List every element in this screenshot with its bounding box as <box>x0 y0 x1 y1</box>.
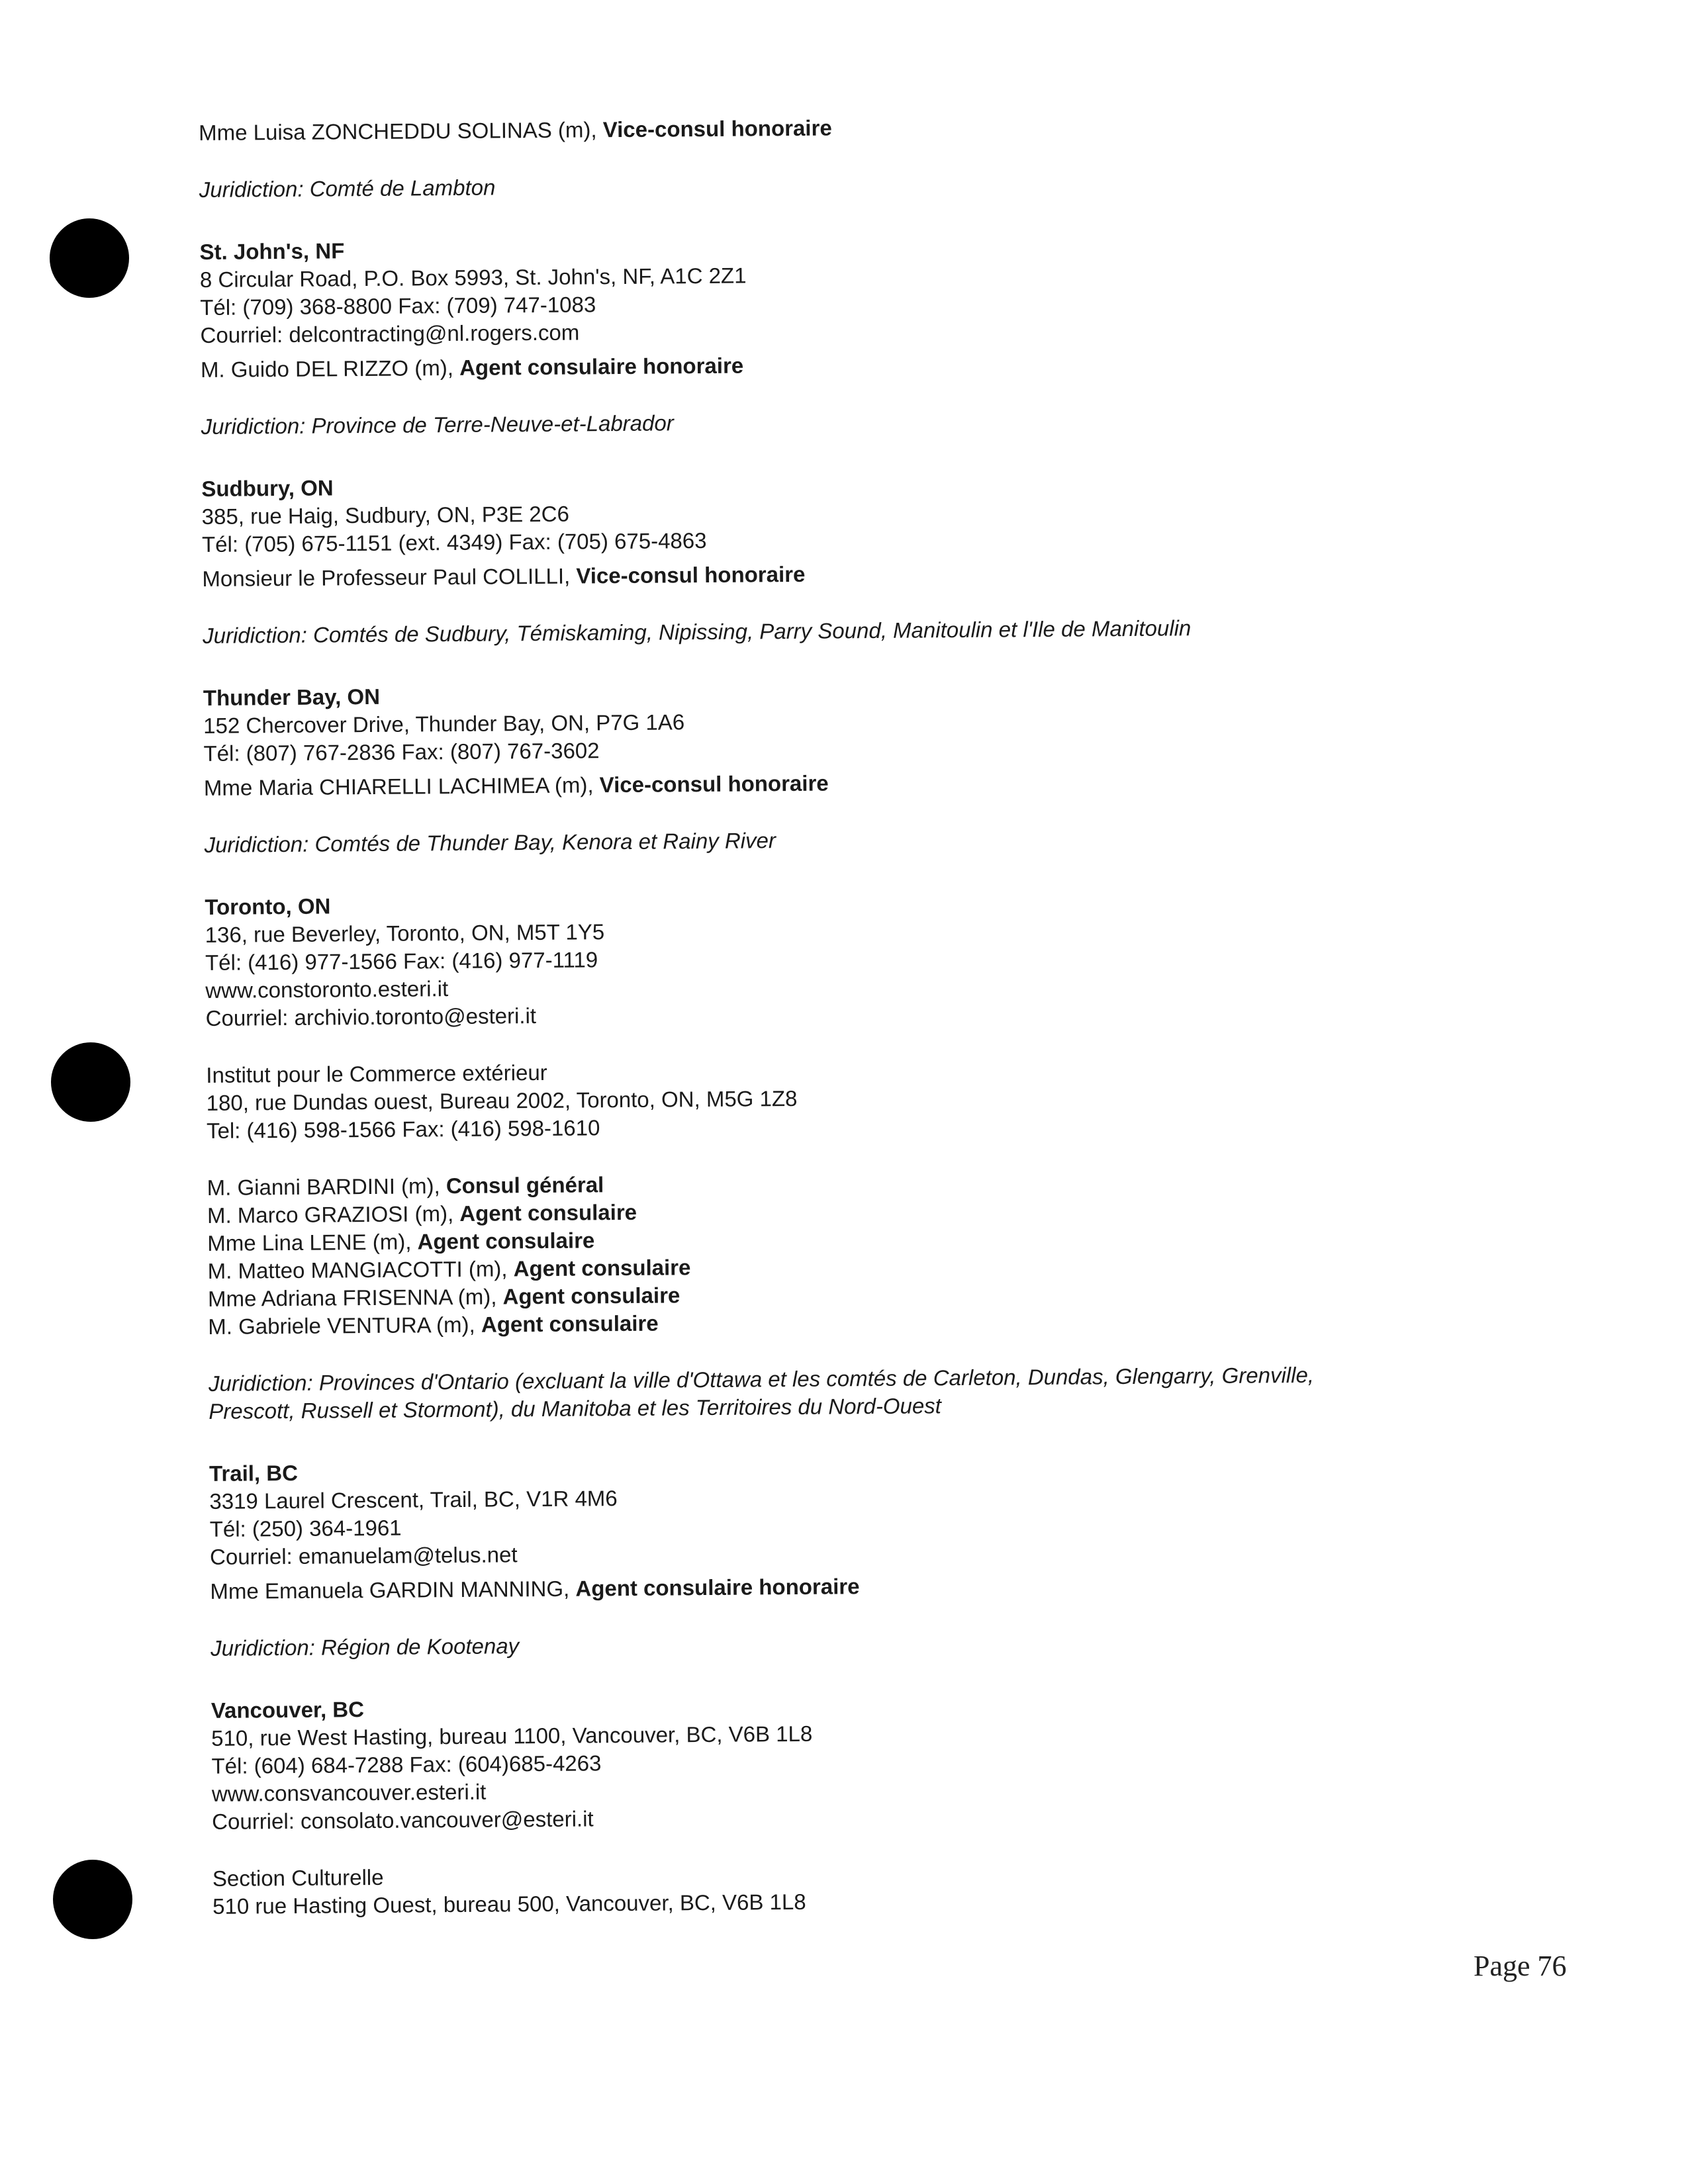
punch-hole-bottom <box>53 1860 132 1939</box>
website: www.constoronto.esteri.it <box>205 976 449 1003</box>
phone: Tél: (250) 364-1961 <box>209 1515 402 1541</box>
email: Courriel: delcontracting@nl.rogers.com <box>200 320 580 347</box>
institute-phone: Tel: (416) 598-1566 Fax: (416) 598-1610 <box>206 1115 600 1143</box>
staff-title: Consul général <box>445 1172 604 1199</box>
staff-list <box>207 1163 1532 1341</box>
city-heading: Sudbury, ON <box>201 475 334 501</box>
person-title: Vice-consul honoraire <box>602 115 832 142</box>
person-name: M. Guido DEL RIZZO (m), <box>200 355 460 382</box>
person-title: Agent consulaire honoraire <box>575 1574 860 1601</box>
email: Courriel: archivio.toronto@esteri.it <box>205 1003 537 1030</box>
city-heading: Thunder Bay, ON <box>203 684 381 710</box>
jurisdiction: Juridiction: Comtés de Thunder Bay, Kenora et Rainy River <box>204 828 776 857</box>
city-heading: Vancouver, BC <box>211 1697 365 1723</box>
email: Courriel: emanuelam@telus.net <box>209 1542 518 1569</box>
jurisdiction: Juridiction: Provinces d'Ontario (excluant la ville d'Ottawa et les comtés de Carleton, Dundas, Glengarry, Grenville, <box>208 1362 1315 1396</box>
staff-title: Agent consulaire <box>459 1199 637 1226</box>
person-name: Mme Luisa ZONCHEDDU SOLINAS (m), <box>199 117 603 145</box>
address: 385, rue Haig, Sudbury, ON, P3E 2C6 <box>201 501 570 529</box>
phone-fax: Tél: (709) 368-8800 Fax: (709) 747-1083 <box>200 292 596 320</box>
phone-fax: Tél: (604) 684-7288 Fax: (604)685-4263 <box>211 1751 602 1778</box>
staff-title: Agent consulaire <box>481 1310 659 1337</box>
punch-hole-top <box>50 218 129 298</box>
website: www.consvancouver.esteri.it <box>211 1779 487 1806</box>
section-name: Section Culturelle <box>212 1864 384 1891</box>
punch-hole-middle <box>51 1042 130 1122</box>
consular-listing <box>199 109 1536 1921</box>
staff-name: Mme Adriana FRISENNA (m), <box>207 1284 503 1311</box>
email: Courriel: consolato.vancouver@esteri.it <box>212 1806 594 1834</box>
jurisdiction: Juridiction: Région de Kootenay <box>211 1633 520 1661</box>
page-number: Page 76 <box>1474 1950 1567 1982</box>
staff-name: M. Matteo MANGIACOTTI (m), <box>207 1256 514 1283</box>
staff-title: Agent consulaire <box>502 1283 680 1309</box>
section-address: 510 rue Hasting Ouest, bureau 500, Vancouver, BC, V6B 1L8 <box>212 1889 806 1919</box>
phone-fax: Tél: (705) 675-1151 (ext. 4349) Fax: (705) 675-4863 <box>201 527 707 557</box>
staff-name: M. Marco GRAZIOSI (m), <box>207 1201 460 1228</box>
institute-address: 180, rue Dundas ouest, Bureau 2002, Toronto, ON, M5G 1Z8 <box>206 1085 798 1115</box>
address: 510, rue West Hasting, bureau 1100, Vancouver, BC, V6B 1L8 <box>211 1721 813 1751</box>
staff-name: Mme Lina LENE (m), <box>207 1229 418 1255</box>
address: 8 Circular Road, P.O. Box 5993, St. John's, NF, A1C 2Z1 <box>199 263 747 292</box>
person-title: Vice-consul honoraire <box>599 770 829 797</box>
city-heading: Toronto, ON <box>205 893 331 919</box>
city-heading: St. John's, NF <box>199 238 345 264</box>
staff-name: M. Gianni BARDINI (m), <box>207 1173 447 1200</box>
person-title: Vice-consul honoraire <box>576 561 806 588</box>
address: 152 Chercover Drive, Thunder Bay, ON, P7G 1A6 <box>203 709 685 738</box>
address: 136, rue Beverley, Toronto, ON, M5T 1Y5 <box>205 919 605 947</box>
person-name: Mme Maria CHIARELLI LACHIMEA (m), <box>203 772 600 800</box>
person-title: Agent consulaire honoraire <box>459 353 744 380</box>
staff-title: Agent consulaire <box>513 1255 691 1281</box>
jurisdiction: Juridiction: Province de Terre-Neuve-et-Labrador <box>201 410 674 439</box>
jurisdiction: Juridiction: Comté de Lambton <box>199 175 496 202</box>
phone-fax: Tél: (807) 767-2836 Fax: (807) 767-3602 <box>203 738 600 766</box>
jurisdiction-continued: Prescott, Russell et Stormont), du Manitoba et les Territoires du Nord-Ouest <box>209 1393 942 1424</box>
phone-fax: Tél: (416) 977-1566 Fax: (416) 977-1119 <box>205 947 598 975</box>
staff-title: Agent consulaire <box>417 1228 595 1254</box>
jurisdiction: Juridiction: Comtés de Sudbury, Témiskaming, Nipissing, Parry Sound, Manitoulin et l'Ile de Manitoulin <box>202 615 1192 648</box>
address: 3319 Laurel Crescent, Trail, BC, V1R 4M6 <box>209 1486 618 1514</box>
city-heading: Trail, BC <box>209 1460 299 1486</box>
staff-name: M. Gabriele VENTURA (m), <box>208 1312 482 1339</box>
institute-name: Institut pour le Commerce extérieur <box>206 1060 547 1087</box>
person-name: Monsieur le Professeur Paul COLILLI, <box>202 563 577 591</box>
person-name: Mme Emanuela GARDIN MANNING, <box>210 1576 576 1604</box>
